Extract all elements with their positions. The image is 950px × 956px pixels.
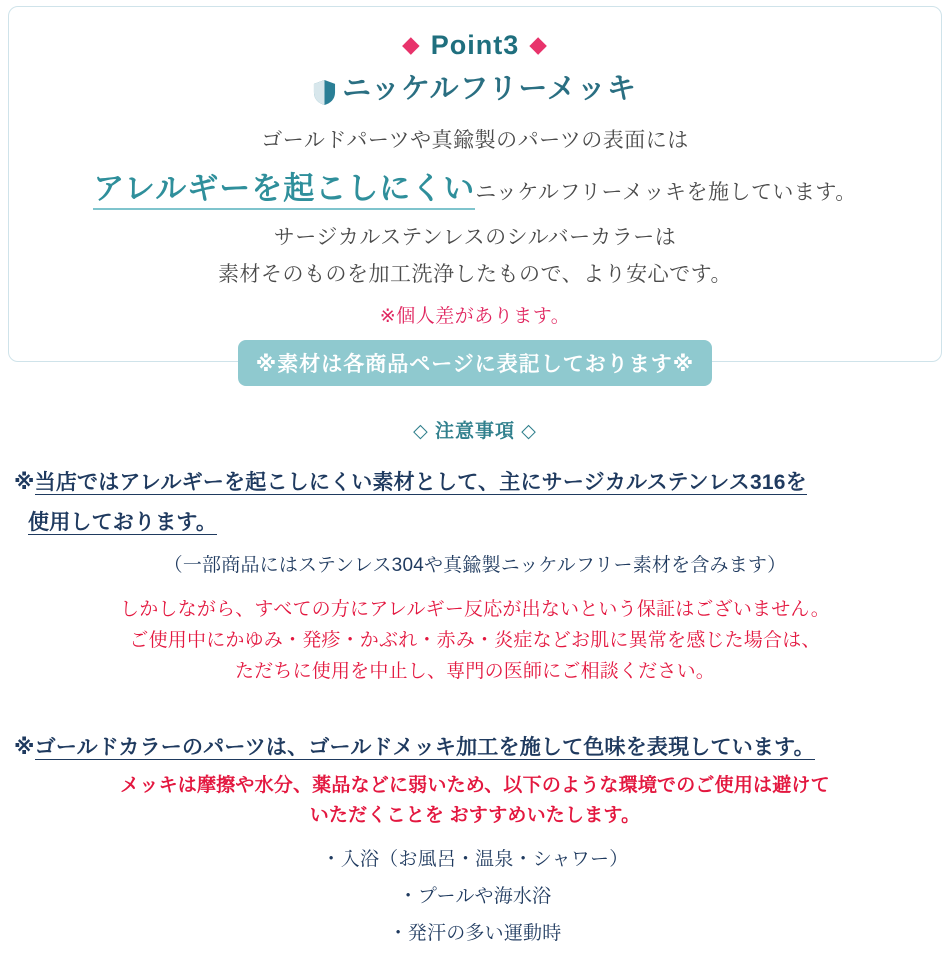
point3-highlight-row [25,166,925,213]
note-block-1-red-line1: しかしながら、すべての方にアレルギー反応が出ないという保証はございません。 [120,598,830,620]
avoid-list [10,842,940,951]
note-block-2 [10,732,940,952]
point3-title-row [25,29,925,61]
point3-line-2: サージカルステンレスのシルバーカラーは [273,226,677,250]
note-block-1-sub: （一部商品にはステンレス304や真鍮製ニッケルフリー素材を含みます） [163,555,787,576]
material-badge: ※素材は各商品ページに表記しております※ [238,340,712,386]
point3-line-3: 素材そのものを加工洗浄したもので、より安心です。 [218,262,732,286]
point3-panel [8,6,942,377]
point3-individual-note: ※個人差があります。 [379,306,571,328]
note-block-1 [10,467,940,688]
note-mark-1: ※ [14,471,35,494]
note-block-1-red-line2: ご使用中にかゆみ・発疹・かぶれ・赤み・炎症などお肌に異常を感じた場合は、 [129,629,821,651]
note-block-2-red [10,771,940,830]
page-root [0,6,950,956]
point3-heading-text: ニッケルフリーメッキ [342,73,637,106]
note-block-1-lead-line2: 使用しております。 [28,510,218,534]
note-block-1-lead-line2-row [14,507,936,539]
point3-highlight-tail: ニッケルフリーメッキを施しています。 [475,180,857,204]
note-block-2-red-line1: メッキは摩擦や水分、薬品などに弱いため、以下のような環境でのご使用は避けて [120,775,830,797]
diamond-left-icon: ◆ [402,31,421,57]
list-item: ・入浴（お風呂・温泉・シャワー） [321,849,629,871]
note-block-2-lead-line1: ゴールドカラーのパーツは、ゴールドメッキ加工を施して色味を表現しています。 [34,735,815,759]
note-block-2-red-line2: いただくことを おすすめいたします。 [309,804,641,826]
point3-highlight-text: アレルギーを起こしにくい [93,171,475,210]
shield-icon [313,79,336,106]
notes-section [0,416,950,951]
diamond-right-icon: ◆ [529,31,548,57]
notes-title: ◇ 注意事項 ◇ [413,421,537,442]
note-mark-2: ※ [14,735,35,759]
list-item: ・プールや海水浴 [398,886,552,908]
point3-line-1: ゴールドパーツや真鍮製のパーツの表面には [261,129,689,153]
note-block-1-lead [14,467,936,499]
note-block-1-red-line3: ただちに使用を中止し、専門の医師にご相談ください。 [234,661,715,683]
note-block-2-lead [14,732,936,764]
point3-title: Point3 [430,30,520,60]
list-item: ・発汗の多い運動時 [388,923,562,945]
note-block-1-lead-line1: 当店ではアレルギーを起こしにくい素材として、主にサージカルステンレス316を [34,471,807,494]
note-block-1-red [10,595,940,688]
point3-heading-row [25,71,925,109]
notes-spacer [10,706,940,732]
